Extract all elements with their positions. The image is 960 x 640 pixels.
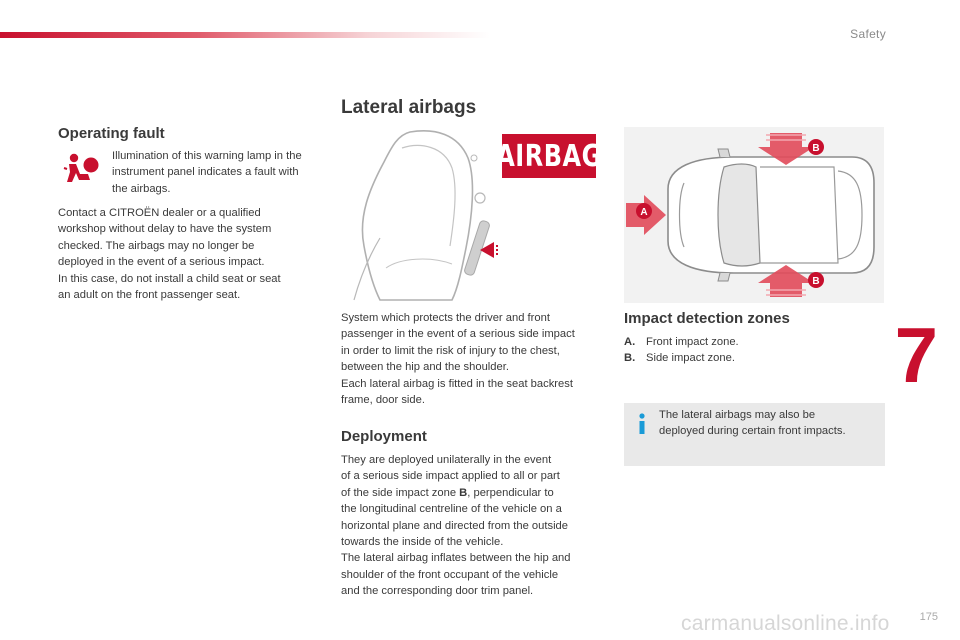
body-line: passenger in the event of a serious side impact (341, 328, 575, 341)
operating-fault-body (58, 205, 320, 303)
lateral-airbags-body (341, 310, 603, 408)
body-line: the longitudinal centreline of the vehicle on a (341, 503, 562, 516)
body-line-part: of the side impact zone (341, 486, 460, 499)
body-line: deployed during certain front impacts. (659, 425, 846, 438)
impact-zones-diagram (624, 127, 884, 303)
info-note (624, 403, 885, 466)
operating-fault-heading: Operating fault (58, 125, 165, 142)
info-note-text (659, 407, 881, 440)
zone-a-label: A (640, 207, 648, 218)
list-item (624, 334, 864, 350)
header-accent-bar (0, 32, 490, 38)
info-icon (636, 413, 648, 435)
chapter-number: 7 (894, 311, 938, 399)
warning-lamp-text: Illumination of this warning lamp in the instrument panel indicates a fault with the airbags. (112, 150, 302, 195)
body-line: of a serious side impact applied to all or part (341, 470, 560, 483)
zone-b-label-bottom: B (812, 276, 820, 287)
watermark: carmanualsonline.info (681, 612, 890, 635)
body-line: They are deployed unilaterally in the event (341, 454, 552, 466)
body-line: The lateral airbag inflates between the hip and (341, 552, 571, 565)
body-line (341, 485, 603, 501)
body-line-part: , perpendicular to (467, 486, 554, 499)
body-line: horizontal plane and directed from the outside (341, 519, 569, 532)
body-line: System which protects the driver and front (341, 312, 550, 324)
body-line: deployed in the event of a serious impact. (58, 256, 265, 269)
lateral-airbags-heading: Lateral airbags (341, 97, 477, 118)
body-line: and the corresponding door trim panel. (341, 585, 534, 598)
section-title: Safety (850, 27, 886, 41)
body-line: shoulder of the front occupant of the vehicle (341, 568, 559, 581)
zone-b-label-top: B (812, 143, 820, 154)
body-line: between the hip and the shoulder. (341, 361, 509, 374)
airbag-logo-text: AIRBAG (496, 138, 602, 174)
impact-zones-heading: Impact detection zones (624, 310, 790, 327)
zone-key: A. (624, 336, 636, 348)
deployment-body (341, 452, 603, 600)
impact-zones-list (624, 334, 864, 367)
body-line: towards the inside of the vehicle. (341, 536, 504, 549)
airbag-warning-lamp-icon (60, 152, 102, 188)
body-line: Contact a CITROËN dealer or a qualified (58, 207, 261, 219)
deployment-heading: Deployment (341, 428, 427, 445)
page-number: 175 (919, 611, 938, 623)
body-line: checked. The airbags may no longer be (58, 239, 255, 252)
airbag-logo (496, 134, 602, 178)
zone-label: Side impact zone. (646, 352, 735, 365)
zone-key: B. (624, 352, 636, 365)
seat-airbag-illustration (340, 128, 500, 303)
body-line: frame, door side. (341, 394, 425, 407)
body-line: an adult on the front passenger seat. (58, 289, 241, 302)
list-item (624, 350, 864, 366)
zone-b-reference: B (459, 486, 468, 499)
body-line: workshop without delay to have the system (58, 223, 272, 236)
zone-label: Front impact zone. (646, 336, 739, 348)
body-line: The lateral airbags may also be (659, 409, 816, 421)
body-line: in order to limit the risk of injury to the chest, (341, 344, 560, 357)
body-line: Each lateral airbag is fitted in the seat backrest (341, 377, 573, 390)
body-line: In this case, do not install a child seat or seat (58, 272, 281, 285)
